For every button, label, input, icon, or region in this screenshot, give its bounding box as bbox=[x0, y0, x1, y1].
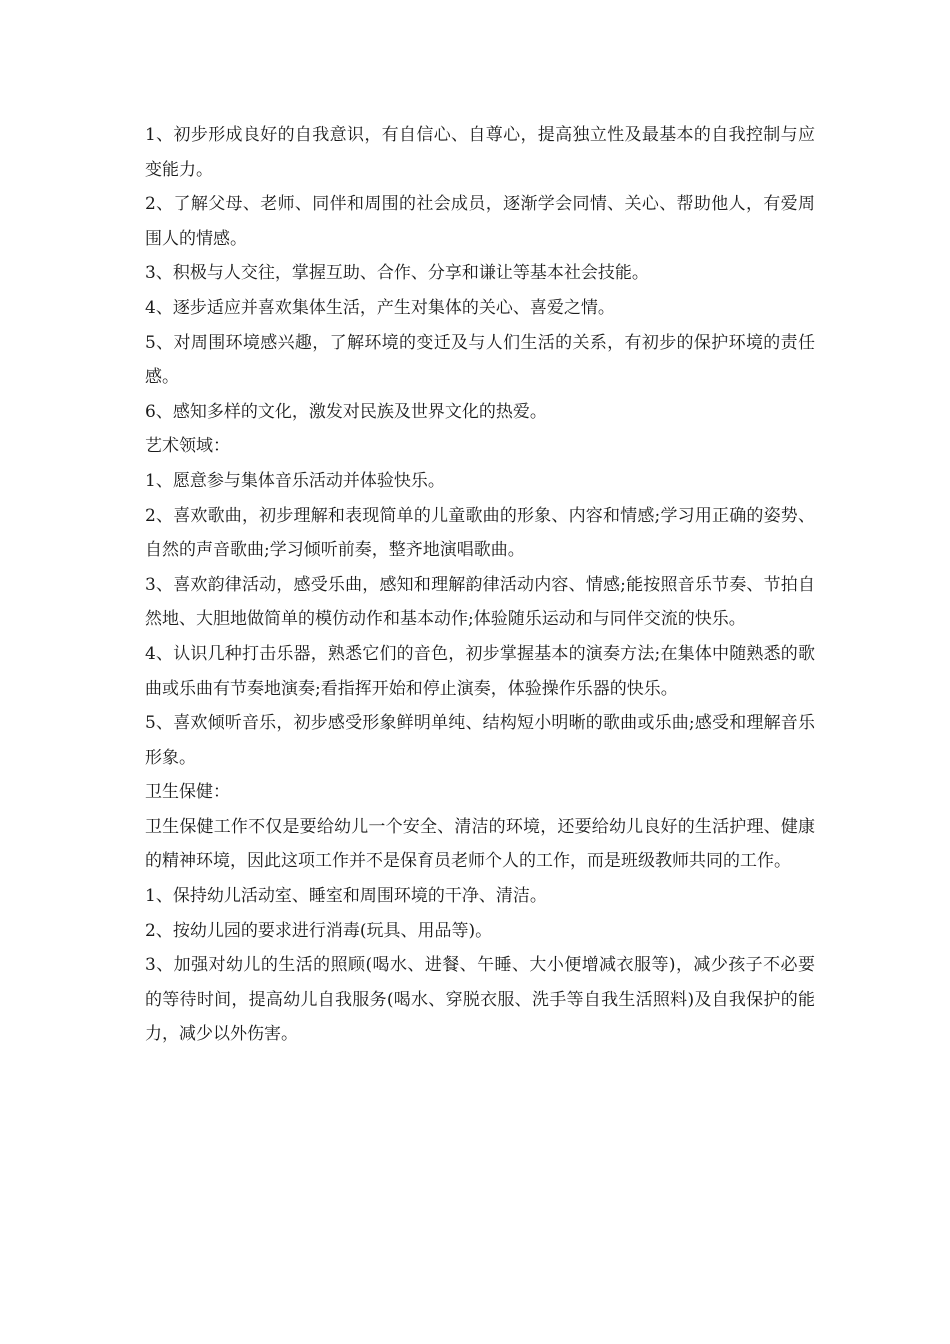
art-goal-3: 3、喜欢韵律活动，感受乐曲，感知和理解韵律活动内容、情感;能按照音乐节奏、节拍自然地、大胆地做简单的模仿动作和基本动作;体验随乐运动和与同伴交流的快乐。 bbox=[145, 574, 815, 630]
social-goal-3: 3、积极与人交往，掌握互助、合作、分享和谦让等基本社会技能。 bbox=[145, 263, 649, 284]
art-goal-1: 1、愿意参与集体音乐活动并体验快乐。 bbox=[145, 470, 445, 491]
social-goal-1: 1、初步形成良好的自我意识，有自信心、自尊心，提高独立性及最基本的自我控制与应变能力。 bbox=[145, 125, 815, 180]
social-goal-6: 6、感知多样的文化，激发对民族及世界文化的热爱。 bbox=[145, 401, 547, 422]
document-body bbox=[145, 118, 815, 1052]
art-goal-4: 4、认识几种打击乐器，熟悉它们的音色，初步掌握基本的演奏方法;在集体中随熟悉的歌曲或乐曲有节奏地演奏;看指挥开始和停止演奏，体验操作乐器的快乐。 bbox=[145, 643, 815, 699]
health-intro: 卫生保健工作不仅是要给幼儿一个安全、清洁的环境，还要给幼儿良好的生活护理、健康的精神环境，因此这项工作并不是保育员老师个人的工作，而是班级教师共同的工作。 bbox=[145, 816, 815, 872]
health-item-3: 3、加强对幼儿的生活的照顾(喝水、进餐、午睡、大小便增减衣服等)，减少孩子不必要的等待时间，提高幼儿自我服务(喝水、穿脱衣服、洗手等自我生活照料)及自我保护的能力，减少以外伤害。 bbox=[145, 955, 815, 1045]
section-heading-health: 卫生保健： bbox=[145, 782, 230, 803]
health-item-1: 1、保持幼儿活动室、睡室和周围环境的干净、清洁。 bbox=[145, 886, 547, 907]
social-goal-2: 2、了解父母、老师、同伴和周围的社会成员，逐渐学会同情、关心、帮助他人，有爱周围人的情感。 bbox=[145, 194, 815, 249]
section-heading-art: 艺术领域： bbox=[145, 436, 230, 457]
art-goal-5: 5、喜欢倾听音乐，初步感受形象鲜明单纯、结构短小明晰的歌曲或乐曲;感受和理解音乐形象。 bbox=[145, 713, 815, 768]
art-goal-2: 2、喜欢歌曲，初步理解和表现简单的儿童歌曲的形象、内容和情感;学习用正确的姿势、自然的声音歌曲;学习倾听前奏，整齐地演唱歌曲。 bbox=[145, 505, 815, 561]
social-goal-5: 5、对周围环境感兴趣，了解环境的变迁及与人们生活的关系，有初步的保护环境的责任感。 bbox=[145, 332, 815, 388]
social-goal-4: 4、逐步适应并喜欢集体生活，产生对集体的关心、喜爱之情。 bbox=[145, 297, 615, 318]
health-item-2: 2、按幼儿园的要求进行消毒(玩具、用品等)。 bbox=[145, 920, 493, 941]
